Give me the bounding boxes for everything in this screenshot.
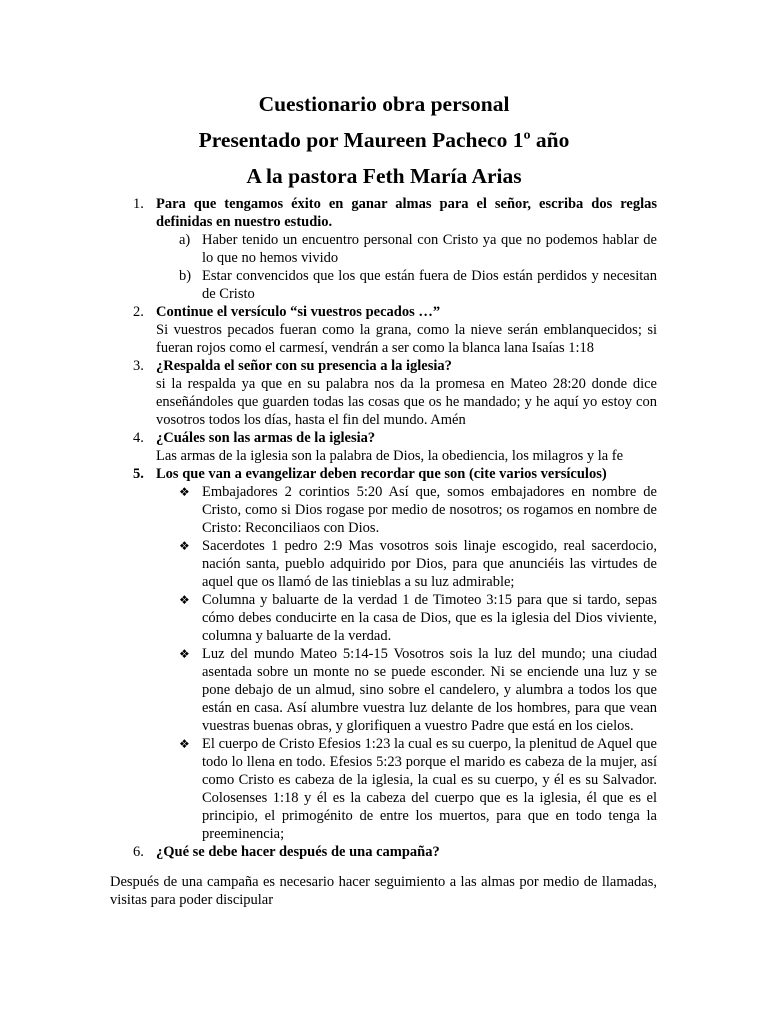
diamond-bullet-icon: ❖ xyxy=(179,485,190,499)
document-header xyxy=(0,86,768,194)
answer-sublist xyxy=(156,231,657,303)
bullet-item xyxy=(156,591,657,645)
presenter-line: Presentado por Maureen Pacheco 1º año xyxy=(198,128,570,152)
question-number: 6. xyxy=(133,844,144,860)
bullet-text: Columna y baluarte de la verdad 1 de Timoteo 3:15 para que si tardo, sepas cómo debes conducirte en la casa de Dios, que es la iglesia del Dios viviente, columna y baluarte de la verdad. xyxy=(202,592,657,644)
bullet-text: Sacerdotes 1 pedro 2:9 Mas vosotros sois linaje escogido, real sacerdocio, nación santa, pueblo adquirido por Dios, para que anunciéis las virtudes de aquel que os llamó de las tinieblas a su luz admirable; xyxy=(202,538,657,590)
question-text: Continue el versículo “si vuestros pecados …” xyxy=(156,304,441,320)
diamond-bullet-icon: ❖ xyxy=(179,647,190,661)
question-number: 5. xyxy=(133,466,144,482)
answer-text: Las armas de la iglesia son la palabra de Dios, la obediencia, los milagros y la fe xyxy=(156,448,624,464)
diamond-bullet-icon: ❖ xyxy=(179,737,190,751)
closing-paragraph: Después de una campaña es necesario hacer seguimiento a las almas por medio de llamadas, visitas para poder discipular xyxy=(110,874,657,908)
answer-subitem xyxy=(156,267,657,303)
question-text: ¿Qué se debe hacer después de una campaña? xyxy=(156,844,440,860)
bullet-list xyxy=(156,483,657,843)
subitem-label: b) xyxy=(179,268,192,284)
question-item-2 xyxy=(110,303,657,357)
question-text: ¿Respalda el señor con su presencia a la iglesia? xyxy=(156,358,452,374)
answer-text: Si vuestros pecados fueran como la grana, como la nieve serán emblanquecidos; si fueran rojos como el carmesí, vendrán a ser como la blanca lana Isaías 1:18 xyxy=(156,322,657,356)
diamond-bullet-icon: ❖ xyxy=(179,593,190,607)
question-text: Los que van a evangelizar deben recordar que son (cite varios versículos) xyxy=(156,466,607,482)
subitem-text: Haber tenido un encuentro personal con Cristo ya que no podemos hablar de lo que no hemos vivido xyxy=(202,232,657,266)
question-number: 2. xyxy=(133,304,144,320)
bullet-item xyxy=(156,735,657,843)
bullet-item xyxy=(156,483,657,537)
question-number: 4. xyxy=(133,430,144,446)
bullet-item xyxy=(156,645,657,735)
bullet-item xyxy=(156,537,657,591)
question-text: Para que tengamos éxito en ganar almas para el señor, escriba dos reglas definidas en nuestro estudio. xyxy=(156,196,657,230)
diamond-bullet-icon: ❖ xyxy=(179,539,190,553)
bullet-text: Luz del mundo Mateo 5:14-15 Vosotros sois la luz del mundo; una ciudad asentada sobre un monte no se puede esconder. Ni se enciende una luz y se pone debajo de un almud, sino sobre el candelero, y alumbra a todos los que están en casa. Así alumbre vuestra luz delante de los hombres, para que vean vuestras buenas obras, y glorifiquen a vuestro Padre que está en los cielos. xyxy=(202,646,657,734)
question-number: 3. xyxy=(133,358,144,374)
question-item-4 xyxy=(110,429,657,465)
question-list xyxy=(110,195,657,861)
answer-text: si la respalda ya que en su palabra nos da la promesa en Mateo 28:20 donde dice enseñándoles que guarden todas las cosas que os he mandado; y he aquí yo estoy con vosotros todos los días, hasta el fin del mundo. Amén xyxy=(156,376,657,428)
document-title: Cuestionario obra personal xyxy=(258,92,510,116)
subitem-text: Estar convencidos que los que están fuera de Dios están perdidos y necesitan de Cristo xyxy=(202,268,657,302)
question-text: ¿Cuáles son las armas de la iglesia? xyxy=(156,430,376,446)
answer-subitem xyxy=(156,231,657,267)
question-item-6 xyxy=(110,843,657,861)
question-item-5 xyxy=(110,465,657,843)
recipient-line: A la pastora Feth María Arias xyxy=(246,164,522,188)
question-number: 1. xyxy=(133,196,144,212)
question-item-3 xyxy=(110,357,657,429)
bullet-text: El cuerpo de Cristo Efesios 1:23 la cual es su cuerpo, la plenitud de Aquel que todo lo llena en todo. Efesios 5:23 porque el marido es cabeza de la mujer, así como Cristo es cabeza de la iglesia, la cual es su cuerpo, y él es su Salvador. Colosenses 1:18 y él es la cabeza del cuerpo que es la iglesia, él que es el principio, el primogénito de entre los muertos, para que en todo tenga la preeminencia; xyxy=(202,736,657,842)
bullet-text: Embajadores 2 corintios 5:20 Así que, somos embajadores en nombre de Cristo, como si Dios rogase por medio de nosotros; os rogamos en nombre de Cristo: Reconciliaos con Dios. xyxy=(202,484,657,536)
question-item-1 xyxy=(110,195,657,303)
subitem-label: a) xyxy=(179,232,191,248)
document-body xyxy=(110,195,657,909)
